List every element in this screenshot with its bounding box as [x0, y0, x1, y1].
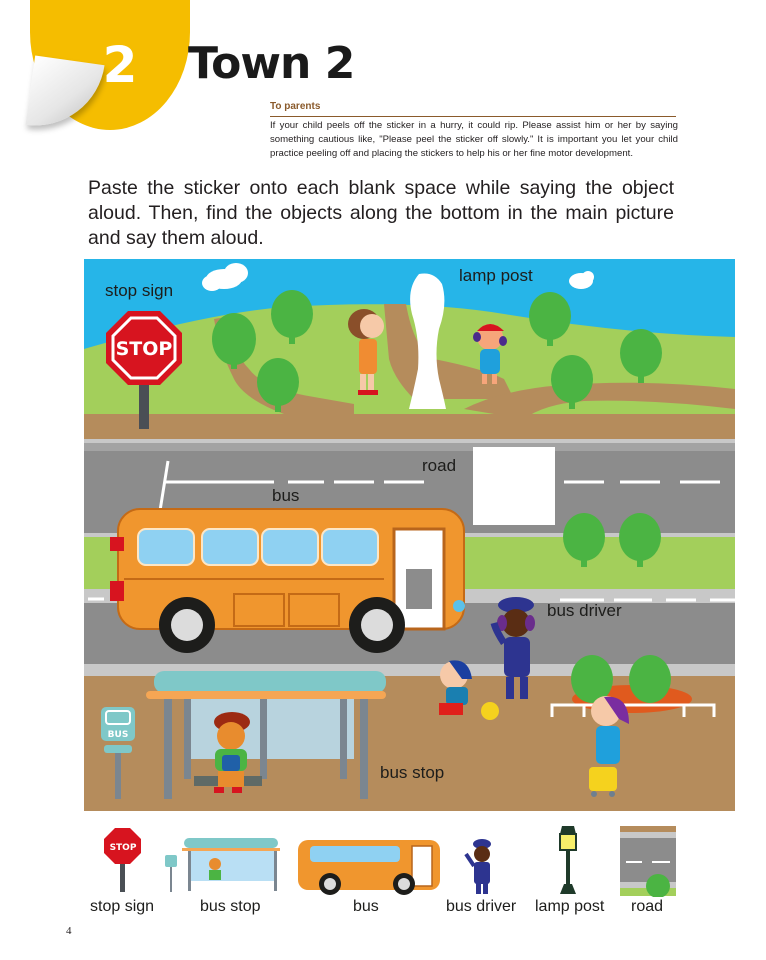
label-road: road: [422, 456, 457, 475]
road-blank-space: [473, 447, 555, 525]
town-illustration: [84, 259, 735, 811]
sticker-label-bus-stop: bus stop: [200, 898, 261, 915]
label-bus-stop: bus stop: [380, 763, 445, 782]
sticker-bus-driver-icon: [466, 839, 491, 894]
label-lamp-post: lamp post: [459, 266, 533, 285]
parents-note-body: If your child peels off the sticker in a hurry, it could rip. Please assist him or her by saying something cautious like, "Please peel the sticker off slowly." It is important you let your child practice peeling off and placing the stickers to help his or her fine motor development.: [270, 120, 678, 159]
divider: [270, 116, 676, 117]
sticker-bus-stop-icon: [165, 838, 280, 892]
sticker-bus-icon: [298, 840, 440, 895]
main-picture: [84, 259, 735, 811]
sticker-label-lamp-post: lamp post: [535, 898, 605, 915]
sticker-label-stop-sign: stop sign: [90, 898, 155, 915]
sticker-strip: [90, 822, 750, 897]
svg-text:STOP: STOP: [115, 338, 173, 360]
svg-text:BUS: BUS: [107, 730, 129, 740]
sticker-label-bus: bus: [353, 898, 379, 915]
instructions: Paste the sticker onto each blank space while saying the object aloud. Then, find the objects along the bottom in the main picture and say them aloud.: [88, 177, 674, 249]
parents-note-heading: To parents: [270, 101, 321, 112]
sticker-road-icon: [620, 826, 676, 897]
svg-text:STOP: STOP: [109, 843, 137, 853]
sticker-lamp-post-icon: [560, 826, 576, 894]
sticker-stop-sign-icon: [104, 828, 141, 892]
sticker-label-bus-driver: bus driver: [446, 898, 517, 915]
label-bus-driver: bus driver: [547, 601, 622, 620]
lesson-number: 2: [102, 36, 138, 94]
page-number: 4: [66, 925, 72, 937]
page-title: Town 2: [188, 38, 355, 89]
sticker-label-road: road: [631, 898, 664, 915]
label-bus: bus: [272, 486, 300, 505]
label-stop-sign: stop sign: [105, 281, 174, 300]
